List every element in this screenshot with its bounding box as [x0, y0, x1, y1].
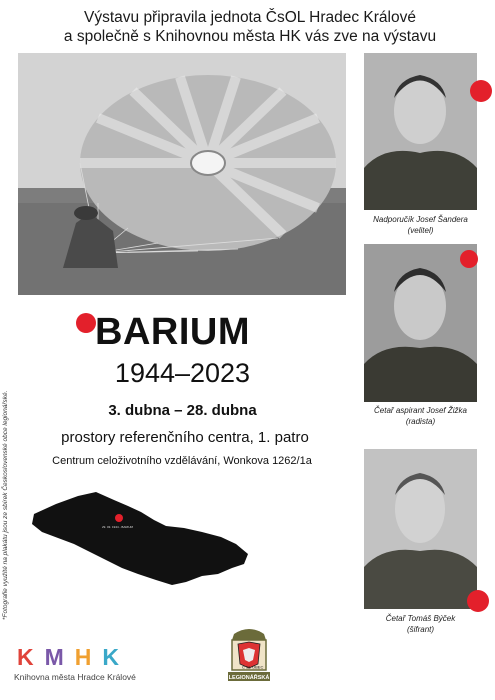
invitation-line-1: Výstavu připravila jednota ČsOL Hradec Králové — [84, 9, 416, 26]
kmhk-letter-m: M — [44, 644, 64, 670]
kmhk-letter-k: K — [17, 644, 34, 670]
invitation-text — [30, 8, 470, 46]
decor-dot-2 — [460, 250, 478, 268]
exhibition-years: 1944–2023 — [114, 358, 251, 388]
decor-dot-1 — [470, 80, 492, 102]
caption-sandera — [358, 214, 483, 236]
czechoslovakia-map — [26, 482, 251, 597]
caption-zizka-name: Četař aspirant Josef Žižka — [374, 406, 467, 415]
map-marker — [115, 514, 123, 522]
caption-bycek — [358, 613, 483, 635]
caption-zizka — [358, 405, 483, 427]
photo-credit-text: *Fotografie využité na plakátu jsou ze sbírek Československé obce legionářské. — [2, 390, 9, 620]
csol-badge-logo — [226, 624, 272, 684]
map-shape — [32, 492, 248, 585]
exhibition-address: Centrum celoživotního vzdělávání, Wonkova 1262/1a — [52, 455, 312, 467]
badge-line-1: Č SL — [242, 664, 251, 670]
kmhk-letters — [17, 645, 134, 669]
kmhk-library-name: Knihovna města Hradce Králové — [14, 672, 136, 682]
caption-sandera-role: (velitel) — [407, 226, 434, 235]
title-dot — [76, 313, 96, 333]
portrait-zizka — [364, 244, 477, 402]
exhibition-title: BARIUM — [95, 311, 250, 353]
badge-line-3: LEGIONÁŘSKÁ — [228, 675, 270, 681]
caption-bycek-name: Četař Tomáš Býček — [385, 614, 456, 623]
badge-line-2: OBEC — [252, 664, 264, 670]
kmhk-letter-h: H — [74, 644, 92, 670]
kmhk-letter-k2: K — [102, 644, 120, 670]
map-marker-label: 29. 03. 1944 - BARIUM — [102, 525, 134, 529]
kmhk-logo — [14, 645, 134, 682]
invitation-line-2: a společně s Knihovnou města HK vás zve na výstavu — [63, 28, 437, 45]
portrait-bycek — [364, 449, 477, 609]
caption-sandera-name: Nadporučík Josef Šandera — [373, 215, 468, 224]
exhibition-dates: 3. dubna – 28. dubna — [108, 402, 257, 419]
caption-zizka-role: (radista) — [405, 417, 436, 426]
caption-bycek-role: (šifrant) — [406, 625, 435, 634]
portrait-sandera — [364, 53, 477, 210]
decor-dot-3 — [467, 590, 489, 612]
exhibition-venue: prostory referenčního centra, 1. patro — [61, 429, 309, 446]
photo-credit-note — [2, 330, 10, 620]
parachute-photo — [18, 53, 346, 295]
